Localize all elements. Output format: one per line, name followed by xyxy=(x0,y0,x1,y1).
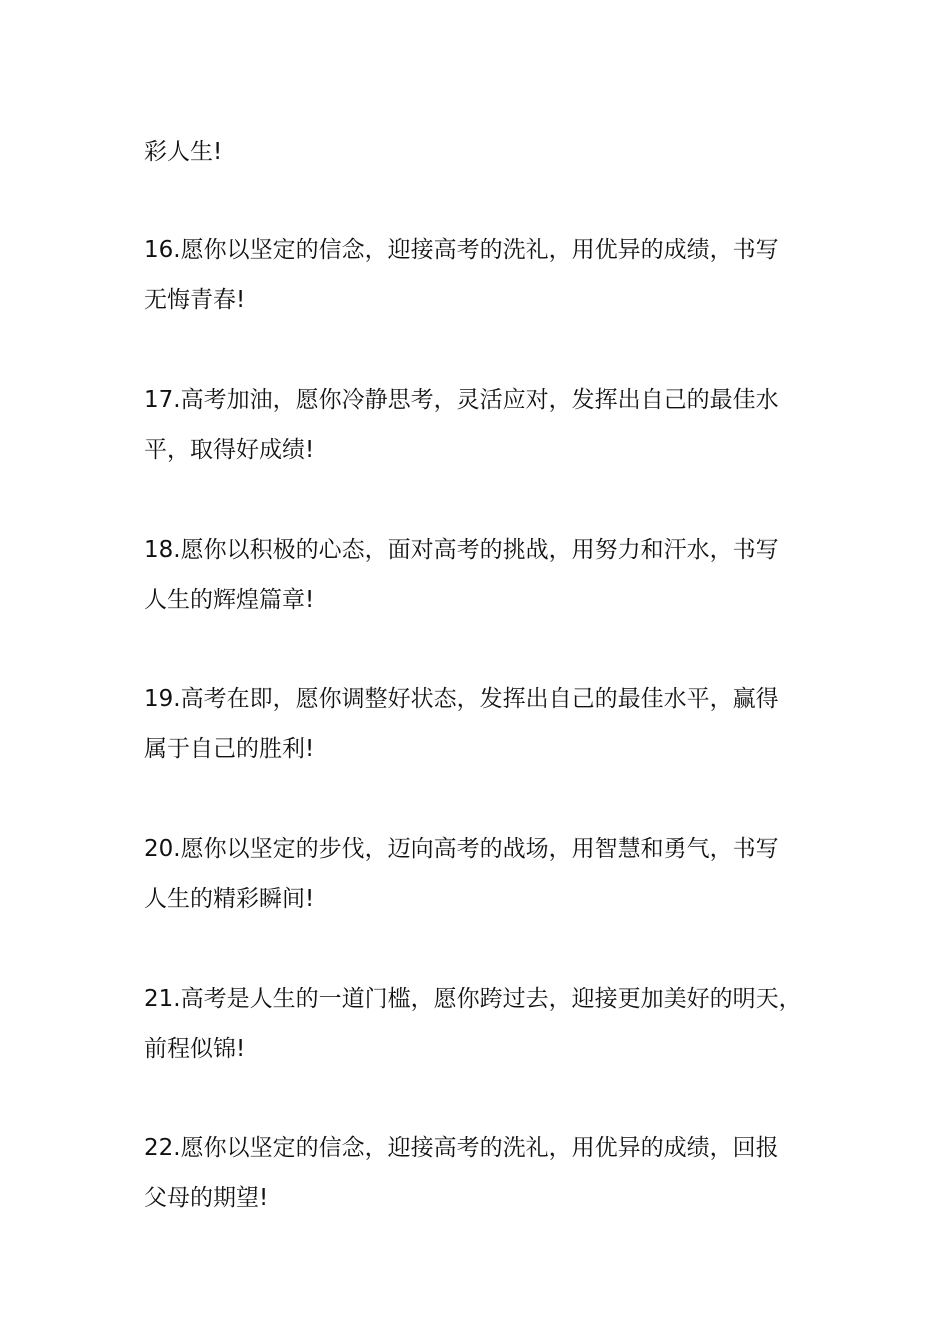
paragraph-item-20 xyxy=(144,824,834,924)
paragraph-item-19 xyxy=(144,674,834,774)
text-line: 21.高考是人生的一道门槛，愿你跨过去，迎接更加美好的明天， xyxy=(144,986,802,1012)
paragraph-item-18 xyxy=(144,525,834,625)
text-line: 父母的期望! xyxy=(144,1185,269,1211)
paragraph-item-16 xyxy=(144,225,834,325)
paragraph-item-21 xyxy=(144,974,834,1074)
text-line: 17.高考加油，愿你冷静思考，灵活应对，发挥出自己的最佳水 xyxy=(144,387,779,413)
paragraph-continuation xyxy=(144,127,834,177)
text-line: 19.高考在即，愿你调整好状态，发挥出自己的最佳水平，赢得 xyxy=(144,686,779,712)
text-line: 平，取得好成绩! xyxy=(144,437,315,463)
text-line: 22.愿你以坚定的信念，迎接高考的洗礼，用优异的成绩，回报 xyxy=(144,1135,779,1161)
paragraph-item-17 xyxy=(144,375,834,475)
text-line: 16.愿你以坚定的信念，迎接高考的洗礼，用优异的成绩，书写 xyxy=(144,237,779,263)
text-line: 人生的精彩瞬间! xyxy=(144,886,315,912)
text-line: 属于自己的胜利! xyxy=(144,736,315,762)
text-line: 无悔青春! xyxy=(144,287,246,313)
text-line: 20.愿你以坚定的步伐，迈向高考的战场，用智慧和勇气，书写 xyxy=(144,836,779,862)
text-line: 18.愿你以积极的心态，面对高考的挑战，用努力和汗水，书写 xyxy=(144,537,779,563)
text-line: 彩人生! xyxy=(144,139,223,165)
paragraph-item-22 xyxy=(144,1123,834,1223)
text-line: 前程似锦! xyxy=(144,1036,246,1062)
text-line: 人生的辉煌篇章! xyxy=(144,587,315,613)
